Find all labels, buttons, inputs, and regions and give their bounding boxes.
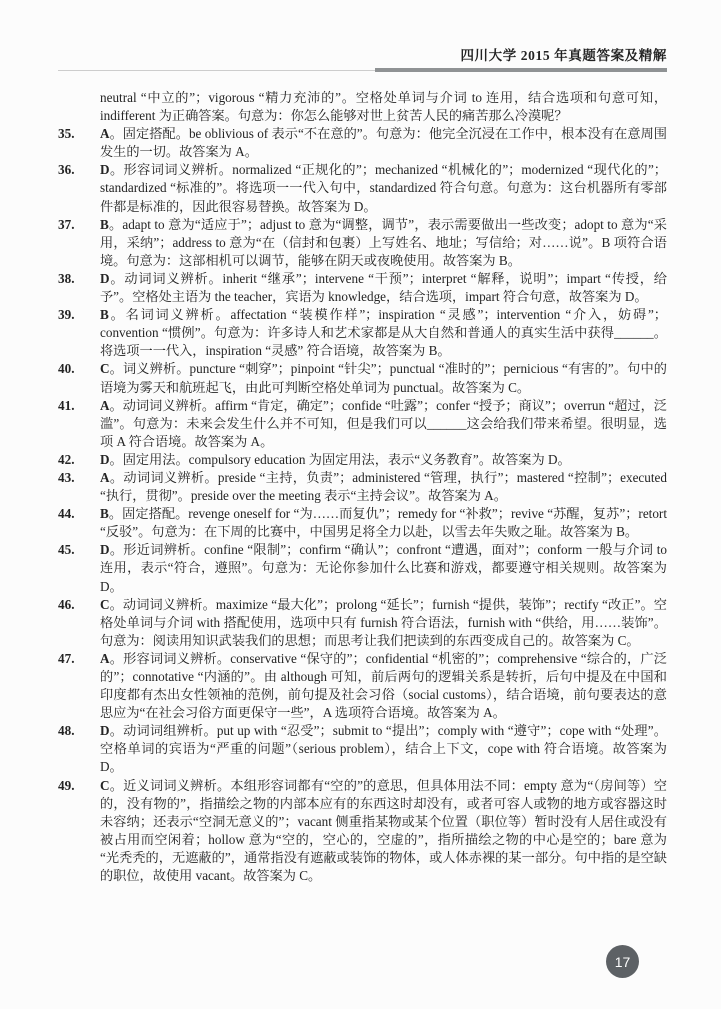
item-body xyxy=(100,596,667,650)
item-body xyxy=(100,505,667,541)
item-number: 49. xyxy=(58,777,75,793)
item-body xyxy=(100,451,667,469)
answer-item xyxy=(58,505,667,541)
item-text: 。固定用法。compulsory education 为固定用法，表示“义务教育”。故答案为 D。 xyxy=(109,451,571,467)
item-body xyxy=(100,360,667,396)
item-text: 。形容词词义辨析。conservative “保守的”；confidential “机密的”；comprehensive “综合的，广泛的”；connotative “内涵的”。由 although 可知，前后两句的逻辑关系是转折，后句中提及在中国和印度都有杰出女性领袖的范例，前句提及社会习俗（social customs），结合语境，前句要表达的意思应为“在社会习俗方面更保守一些”，A 选项符合语境。故答案为 A。 xyxy=(100,650,667,721)
item-body xyxy=(100,722,667,776)
answer-item xyxy=(58,777,667,886)
answer-letter: D xyxy=(100,270,110,286)
item-text: 。动词词组辨析。put up with “忍受”；submit to “提出”；comply with “遵守”；cope with “处理”。空格单词的宾语为“严重的问题”（serious problem），结合上下文，cope with 符合语境。故答案为 D。 xyxy=(100,723,667,775)
item-number: 46. xyxy=(58,596,75,612)
answer-item xyxy=(58,451,667,469)
item-body xyxy=(100,541,667,595)
answer-letter: B xyxy=(100,307,109,323)
item-number: 48. xyxy=(58,723,75,739)
header-rule-accent xyxy=(375,68,667,72)
item-body xyxy=(100,650,667,722)
item-text: 。形近词辨析。confine “限制”；confirm “确认”；confront “遭遇，面对”；conform 一般与介词 to 连用，表示“符合，遵照”。句意为：无论你参加什么比赛和游戏，都要遵守相关规则。故答案为 D。 xyxy=(100,542,667,594)
answer-letter: C xyxy=(100,777,110,793)
answer-item xyxy=(58,397,667,451)
answer-item xyxy=(58,469,667,505)
answer-item xyxy=(58,541,667,595)
item-number: 41. xyxy=(58,397,75,413)
answer-item xyxy=(58,650,667,722)
answer-item xyxy=(58,722,667,776)
answer-letter: C xyxy=(100,596,110,612)
item-text: 。词义辨析。puncture “刺穿”；pinpoint “针尖”；punctual “准时的”；pernicious “有害的”。句中的语境为雾天和航班起飞，由此可判断空格处单词为 punctual。故答案为 C。 xyxy=(100,361,667,395)
answer-letter: B xyxy=(100,506,109,522)
item-text: 。固定搭配。be oblivious of 表示“不在意的”。句意为：他完全沉浸在工作中，根本没有在意周围发生的一切。故答案为 A。 xyxy=(100,126,667,160)
item-number: 35. xyxy=(58,126,75,142)
answer-explanations xyxy=(0,76,721,885)
item-number: 38. xyxy=(58,270,75,286)
item-text: 。形容词词义辨析。normalized “正规化的”；mechanized “机械化的”；modernized “现代化的”；standardized “标准的”。将选项一一代入句中，standardized 符合句意。句意为：这台机器所有零部件都是标准的，因此很容易替换。故答案为 D。 xyxy=(100,162,667,214)
answer-letter: D xyxy=(100,723,110,739)
item-body xyxy=(100,161,667,215)
page-header xyxy=(0,0,721,76)
answer-item xyxy=(58,161,667,215)
answer-letter: D xyxy=(100,542,110,558)
item-body xyxy=(100,270,667,306)
answer-letter: B xyxy=(100,216,109,232)
item-text: 。动词词义辨析。maximize “最大化”；prolong “延长”；furnish “提供，装饰”；rectify “改正”。空格处单词与介词 with 搭配使用，选项中只有 furnish 符合语法，furnish with “供给，用……装饰”。句意为：阅读用知识武装我们的思想；而思考让我们把读到的东西变成自己的。故答案为 C。 xyxy=(100,596,667,648)
item-number: 44. xyxy=(58,506,75,522)
page-number-badge: 17 xyxy=(606,945,639,978)
answer-item xyxy=(58,125,667,161)
item-text: 。近义词词义辨析。本组形容词都有“空的”的意思，但具体用法不同：empty 意为“（房间等）空的，没有物的”，指描绘之物的内部本应有的东西这时却没有，或者可容人或物的地方或容器这时未容纳；还表示“空洞无意义的”；vacant 侧重指某物或某个位置（职位等）暂时没有人居住或没有被占用而空闲着；hollow 意为“空的，空心的，空虚的”，指所描绘之物的中心是空的；bare 意为“光秃秃的，无遮蔽的”，通常指没有遮蔽或装饰的物体，或人体赤裸的某一部分。句中指的是空缺的职位，故使用 vacant。故答案为 C。 xyxy=(100,777,667,884)
answer-letter: A xyxy=(100,650,110,666)
answer-letter: D xyxy=(100,451,110,467)
item-body xyxy=(100,469,667,505)
item-number: 37. xyxy=(58,216,75,232)
item-text: 。固定搭配。revenge oneself for “为……而复仇”；remedy for “补救”；revive “苏醒，复苏”；retort “反驳”。句意为：在下周的比赛中，中国男足将全力以赴，以雪去年失败之耻。故答案为 B。 xyxy=(100,506,667,540)
answer-item xyxy=(58,270,667,306)
item-text: 。动词词义辨析。preside “主持，负责”；administered “管理，执行”；mastered “控制”；executed “执行，贯彻”。preside over the meeting 表示“主持会议”。故答案为 A。 xyxy=(100,469,667,504)
answer-item-list xyxy=(58,125,667,885)
item-body xyxy=(100,306,667,360)
intro-continuation-paragraph: neutral “中立的”；vigorous “精力充沛的”。空格处单词与介词 to 连用，结合选项和句意可知，indifferent 为正确答案。句意为：你怎么能够对世上贫苦人民的痛苦那么冷漠呢？ xyxy=(100,90,667,124)
header-rule-divider xyxy=(58,70,667,76)
item-number: 47. xyxy=(58,650,75,666)
answer-item xyxy=(58,596,667,650)
answer-letter: A xyxy=(100,126,110,142)
item-text: 。动词词义辨析。inherit “继承”；intervene “干预”；interpret “解释，说明”；impart “传授，给予”。空格处主语为 the teacher，宾语为 knowledge，结合选项，impart 符合句意，故答案为 D。 xyxy=(100,270,667,305)
item-body xyxy=(100,125,667,161)
item-text: 。adapt to 意为“适应于”；adjust to 意为“调整，调节”，表示需要做出一些改变；adopt to 意为“采用，采纳”；address to 意为“在（信封和包裹）上写姓名、地址；写信给；对……说”。B 项符合语境。句意为：这部相机可以调节，能够在阴天或夜晚使用。故答案为 B。 xyxy=(100,216,667,268)
item-number: 36. xyxy=(58,162,75,178)
item-body xyxy=(100,777,667,886)
item-number: 42. xyxy=(58,451,75,467)
item-body xyxy=(100,216,667,270)
item-text: 。名词词义辨析。affectation “装模作样”；inspiration “灵感”；intervention “介入，妨碍”；convention “惯例”。句意为：许多诗人和艺术家都是从大自然和普通人的真实生活中获得______。将选项一一代入，inspiration “灵感” 符合语境，故答案为 B。 xyxy=(100,307,667,359)
answer-item xyxy=(58,360,667,396)
answer-letter: C xyxy=(100,361,110,377)
item-text: 。动词词义辨析。affirm “肯定，确定”；confide “吐露”；confer “授予；商议”；overrun “超过，泛滥”。句意为：未来会发生什么并不可知，但是我们可以______这会给我们带来希望。很明显，选项 A 符合语境。故答案为 A。 xyxy=(100,397,667,449)
item-number: 45. xyxy=(58,542,75,558)
answer-letter: D xyxy=(100,162,110,178)
item-body xyxy=(100,397,667,451)
header-title: 四川大学 2015 年真题答案及精解 xyxy=(460,48,667,63)
item-number: 40. xyxy=(58,361,75,377)
item-number: 39. xyxy=(58,307,75,323)
answer-letter: A xyxy=(100,469,110,485)
item-number: 43. xyxy=(58,469,75,485)
answer-letter: A xyxy=(100,397,110,413)
answer-item xyxy=(58,306,667,360)
answer-item xyxy=(58,216,667,270)
